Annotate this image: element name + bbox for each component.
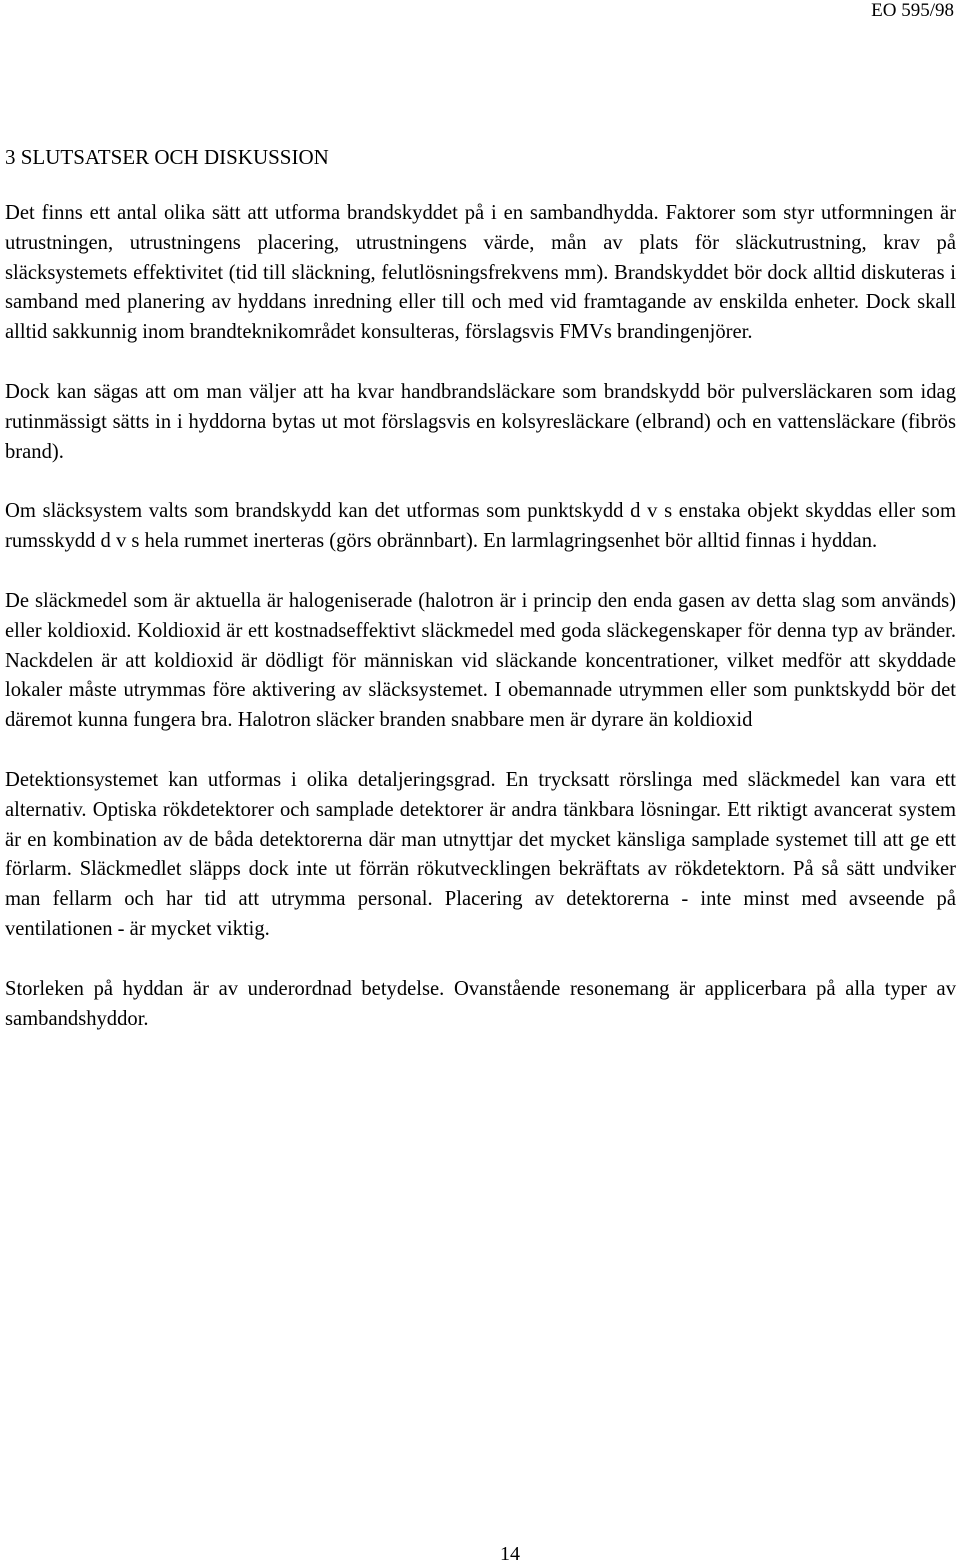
section-heading: 3 SLUTSATSER OCH DISKUSSION bbox=[5, 145, 329, 169]
document-reference: EO 595/98 bbox=[871, 0, 954, 21]
paragraph-3: Om släcksystem valts som brandskydd kan det utformas som punktskydd d v s enstaka objekt skyddas eller som rumsskydd d v s hela rummet inerteras (görs obrännbart). En larmlagringsenhet bör alltid finnas i hyddan. bbox=[5, 500, 956, 553]
paragraph-5: Detektionsystemet kan utformas i olika detaljeringsgrad. En trycksatt rörslinga med släckmedel kan vara ett alternativ. Optiska rökdetektorer och samplade detektorer är andra tänkbara lösningar. Ett riktigt avancerat system är en kombination av de båda detektorerna där man utnyttjar det mycket känsliga samplade systemet till att ge ett förlarm. Släckmedlet släpps dock inte ut förrän rökutvecklingen bekräftats av rökdetektorn. På så sätt undviker man fellarm och har tid att utrymma personal. Placering av detektorerna - inte minst med avseende på ventilationen - är mycket viktig. bbox=[5, 768, 956, 940]
paragraph-1: Det finns ett antal olika sätt att utforma brandskyddet på i en sambandhydda. Faktorer som styr utformningen är utrustningen, utrustningens placering, utrustningens värde, mån av plats för släckutrustning, krav på släcksystemets effektivitet (tid till släckning, felutlösningsfrekvens mm). Brandskyddet bör dock alltid diskuteras i samband med planering av hyddans inredning eller till och med vid framtagande av enskilda enheter. Dock skall alltid sakkunnig inom brandteknikområdet konsulteras, förslagsvis FMVs brandingenjörer. bbox=[5, 202, 956, 344]
paragraph-4: De släckmedel som är aktuella är halogeniserade (halotron är i princip den enda gasen av detta slag som används) eller koldioxid. Koldioxid är ett kostnadseffektivt släckmedel med goda släckegenskaper för denna typ av bränder. Nackdelen är att koldioxid är dödligt för människan vid släckande koncentrationer, vilket medför att skyddade lokaler måste utrymmas före aktivering av släcksystemet. I obemannade utrymmen eller som punktskydd bör det däremot kunna fungera bra. Halotron släcker branden snabbare men är dyrare än koldioxid bbox=[5, 589, 956, 732]
body-text bbox=[5, 199, 956, 1064]
page-number: 14 bbox=[500, 1543, 520, 1565]
paragraph-6: Storleken på hyddan är av underordnad betydelse. Ovanstående resonemang är applicerbara på alla typer av sambandshyddor. bbox=[5, 977, 956, 1030]
paragraph-2: Dock kan sägas att om man väljer att ha kvar handbrandsläckare som brandskydd bör pulversläckaren som idag rutinmässigt sätts in i hyddorna bytas ut mot förslagsvis en kolsyresläckare (elbrand) och en vattensläckare (fibrös brand). bbox=[5, 380, 956, 463]
